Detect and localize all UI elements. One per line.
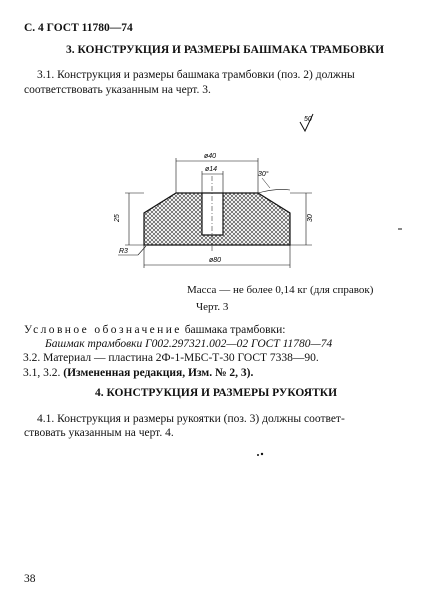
- paragraph-3-1-line-2: соответствовать указанным на черт. 3.: [24, 84, 211, 96]
- designation-rest: башмака трамбовки:: [181, 324, 286, 336]
- drawing-figure-3: [0, 0, 422, 300]
- paragraph-3-1-line-1: 3.1. Конструкция и размеры башмака трамбовки (поз. 2) должны: [37, 69, 355, 81]
- roughness-value: 50: [304, 116, 312, 123]
- mass-note: Масса — не более 0,14 кг (для справок): [187, 284, 374, 296]
- shoe-section: [144, 193, 290, 245]
- dim-d80: ø80: [209, 257, 222, 264]
- section-3-heading: 3. КОНСТРУКЦИЯ И РАЗМЕРЫ БАШМАКА ТРАМБОВКИ: [66, 44, 385, 56]
- dim-d40: ø40: [204, 153, 217, 160]
- amendment-text: (Измененная редакция, Изм. № 2, 3).: [63, 367, 254, 379]
- amendment-prefix: 3.1, 3.2.: [23, 367, 61, 379]
- designation-line: [24, 323, 285, 337]
- page-number: 38: [24, 573, 36, 585]
- paragraph-4-1-line-2: ствовать указанным на черт. 4.: [24, 427, 174, 439]
- designation-label: Условное обозначение: [24, 324, 182, 336]
- dim-d14: ø14: [205, 166, 218, 173]
- dim-h25: 25: [114, 214, 121, 222]
- page-header: С. 4 ГОСТ 11780—74: [24, 22, 133, 34]
- scan-artifact: [256, 452, 266, 458]
- figure-caption: Черт. 3: [196, 301, 229, 313]
- amendment-line: [23, 366, 253, 380]
- dim-angle: 30°: [258, 171, 269, 178]
- dim-r3: R3: [119, 248, 128, 255]
- material-line: 3.2. Материал — пластина 2Ф-1-МБС-Т-30 ГОСТ 7338—90.: [23, 352, 319, 364]
- paragraph-4-1-line-1: 4.1. Конструкция и размеры рукоятки (поз. 3) должны соответ-: [37, 413, 345, 425]
- section-4-heading: 4. КОНСТРУКЦИЯ И РАЗМЕРЫ РУКОЯТКИ: [95, 387, 338, 399]
- designation-example: Башмак трамбовки Г002.297321.002—02 ГОСТ 11780—74: [45, 338, 333, 350]
- dim-h30: 30: [307, 214, 314, 222]
